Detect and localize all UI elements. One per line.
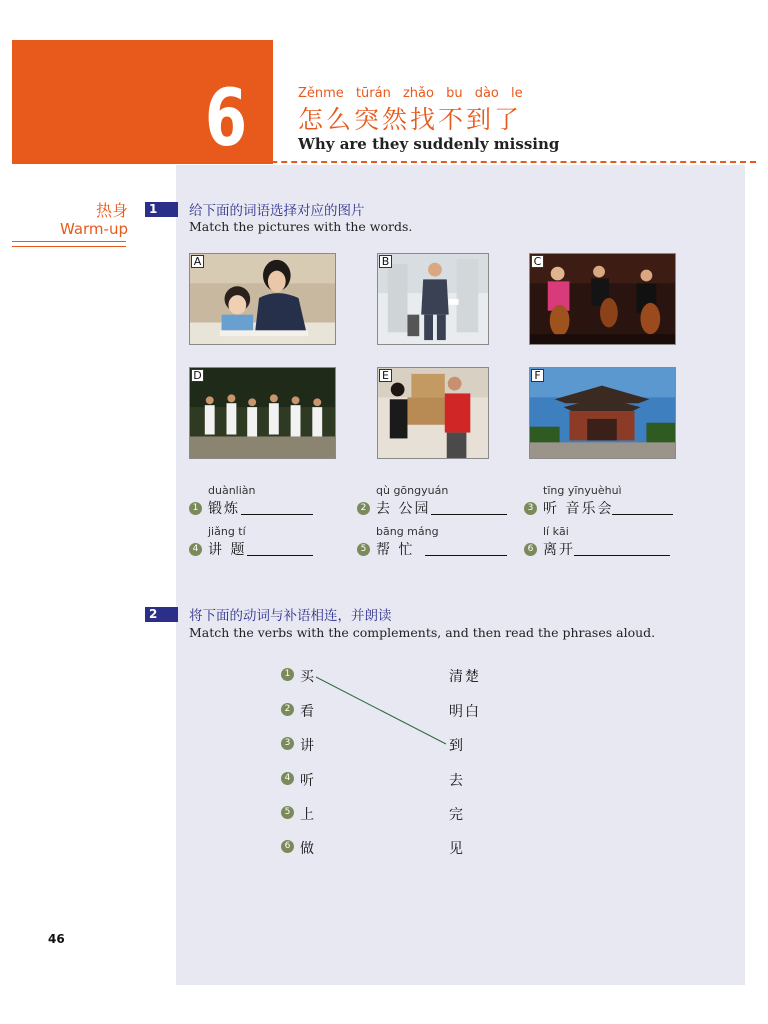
word-item-4 (189, 525, 359, 565)
word-pinyin: qù gōngyuán (376, 484, 449, 497)
header-divider (12, 161, 756, 163)
answer-blank[interactable] (574, 555, 670, 556)
exercise-1-badge: 1 (145, 202, 178, 217)
complement-item-4[interactable]: 去 (449, 773, 465, 789)
answer-blank[interactable] (425, 555, 507, 556)
complement-item-6[interactable]: 见 (449, 841, 465, 857)
word-pinyin: jiǎng tí (208, 525, 246, 538)
lesson-title-pinyin: Zěnme tūrán zhǎo bu dào le (298, 86, 523, 101)
exercise-2-instruction-en: Match the verbs with the complements, and then read the phrases aloud. (189, 625, 656, 640)
photo-label-b: B (379, 255, 392, 268)
verb-item-6[interactable] (281, 838, 321, 858)
number-bullet: 5 (357, 543, 370, 556)
verb-item-1[interactable] (281, 666, 321, 686)
verb-text: 看 (300, 704, 314, 720)
word-hanzi: 听 音乐会 (543, 501, 614, 517)
photo-d-taichi (189, 367, 336, 459)
photo-label-a: A (191, 255, 204, 268)
word-hanzi: 去 公园 (376, 501, 431, 517)
exercise-1-instruction-cn: 给下面的词语选择对应的图片 (189, 203, 365, 219)
word-item-1 (189, 484, 359, 524)
answer-blank[interactable] (431, 514, 507, 515)
photo-a-classroom (189, 253, 336, 345)
word-item-2 (357, 484, 527, 524)
verb-text: 听 (300, 773, 314, 789)
exercise-2-instruction-cn: 将下面的动词与补语相连，并朗读 (189, 608, 392, 624)
photo-f-park-gate (529, 367, 676, 459)
verb-text: 上 (300, 807, 314, 823)
answer-blank[interactable] (241, 514, 313, 515)
answer-blank[interactable] (247, 555, 313, 556)
lesson-title-chinese: 怎么突然找不到了 (298, 105, 523, 134)
number-bullet: 1 (189, 502, 202, 515)
word-item-5 (357, 525, 527, 565)
number-bullet: 4 (189, 543, 202, 556)
section-label-underline (12, 241, 126, 247)
number-bullet: 2 (281, 703, 294, 716)
word-hanzi: 讲 题 (208, 542, 247, 558)
exercise-1-instruction-en: Match the pictures with the words. (189, 219, 413, 234)
complement-item-3[interactable]: 到 (449, 738, 465, 754)
word-pinyin: tīng yīnyuèhuì (543, 484, 622, 497)
number-bullet: 3 (524, 502, 537, 515)
photo-label-d: D (191, 369, 204, 382)
complement-item-5[interactable]: 完 (449, 807, 465, 823)
word-hanzi: 帮 忙 (376, 542, 415, 558)
verb-item-5[interactable] (281, 804, 321, 824)
verb-text: 讲 (300, 738, 314, 754)
word-pinyin: lí kāi (543, 525, 569, 538)
photo-c-concert (529, 253, 676, 345)
number-bullet: 4 (281, 772, 294, 785)
section-label-chinese: 热身 (95, 201, 128, 220)
word-hanzi: 离开 (543, 542, 575, 558)
verb-text: 做 (300, 841, 314, 857)
word-item-3 (524, 484, 694, 524)
number-bullet: 3 (281, 737, 294, 750)
word-pinyin: bāng máng (376, 525, 439, 538)
number-bullet: 5 (281, 806, 294, 819)
photo-label-c: C (531, 255, 544, 268)
verb-item-3[interactable] (281, 735, 321, 755)
complement-item-2[interactable]: 明白 (449, 704, 481, 720)
page-number: 46 (48, 932, 65, 946)
lesson-number: 6 (204, 74, 248, 164)
answer-blank[interactable] (612, 514, 673, 515)
verb-text: 买 (300, 669, 314, 685)
lesson-title-english: Why are they suddenly missing (298, 135, 560, 153)
verb-item-4[interactable] (281, 770, 321, 790)
exercise-2-badge: 2 (145, 607, 178, 622)
section-label-english: Warm-up (59, 220, 128, 238)
number-bullet: 1 (281, 668, 294, 681)
verb-item-2[interactable] (281, 701, 321, 721)
number-bullet: 2 (357, 502, 370, 515)
photo-e-moving-boxes (377, 367, 489, 459)
photo-label-e: E (379, 369, 392, 382)
complement-item-1[interactable]: 清楚 (449, 669, 481, 685)
number-bullet: 6 (281, 840, 294, 853)
photo-label-f: F (531, 369, 544, 382)
word-pinyin: duànliàn (208, 484, 256, 497)
word-hanzi: 锻炼 (208, 501, 240, 517)
photo-b-traveller (377, 253, 489, 345)
number-bullet: 6 (524, 543, 537, 556)
word-item-6 (524, 525, 694, 565)
